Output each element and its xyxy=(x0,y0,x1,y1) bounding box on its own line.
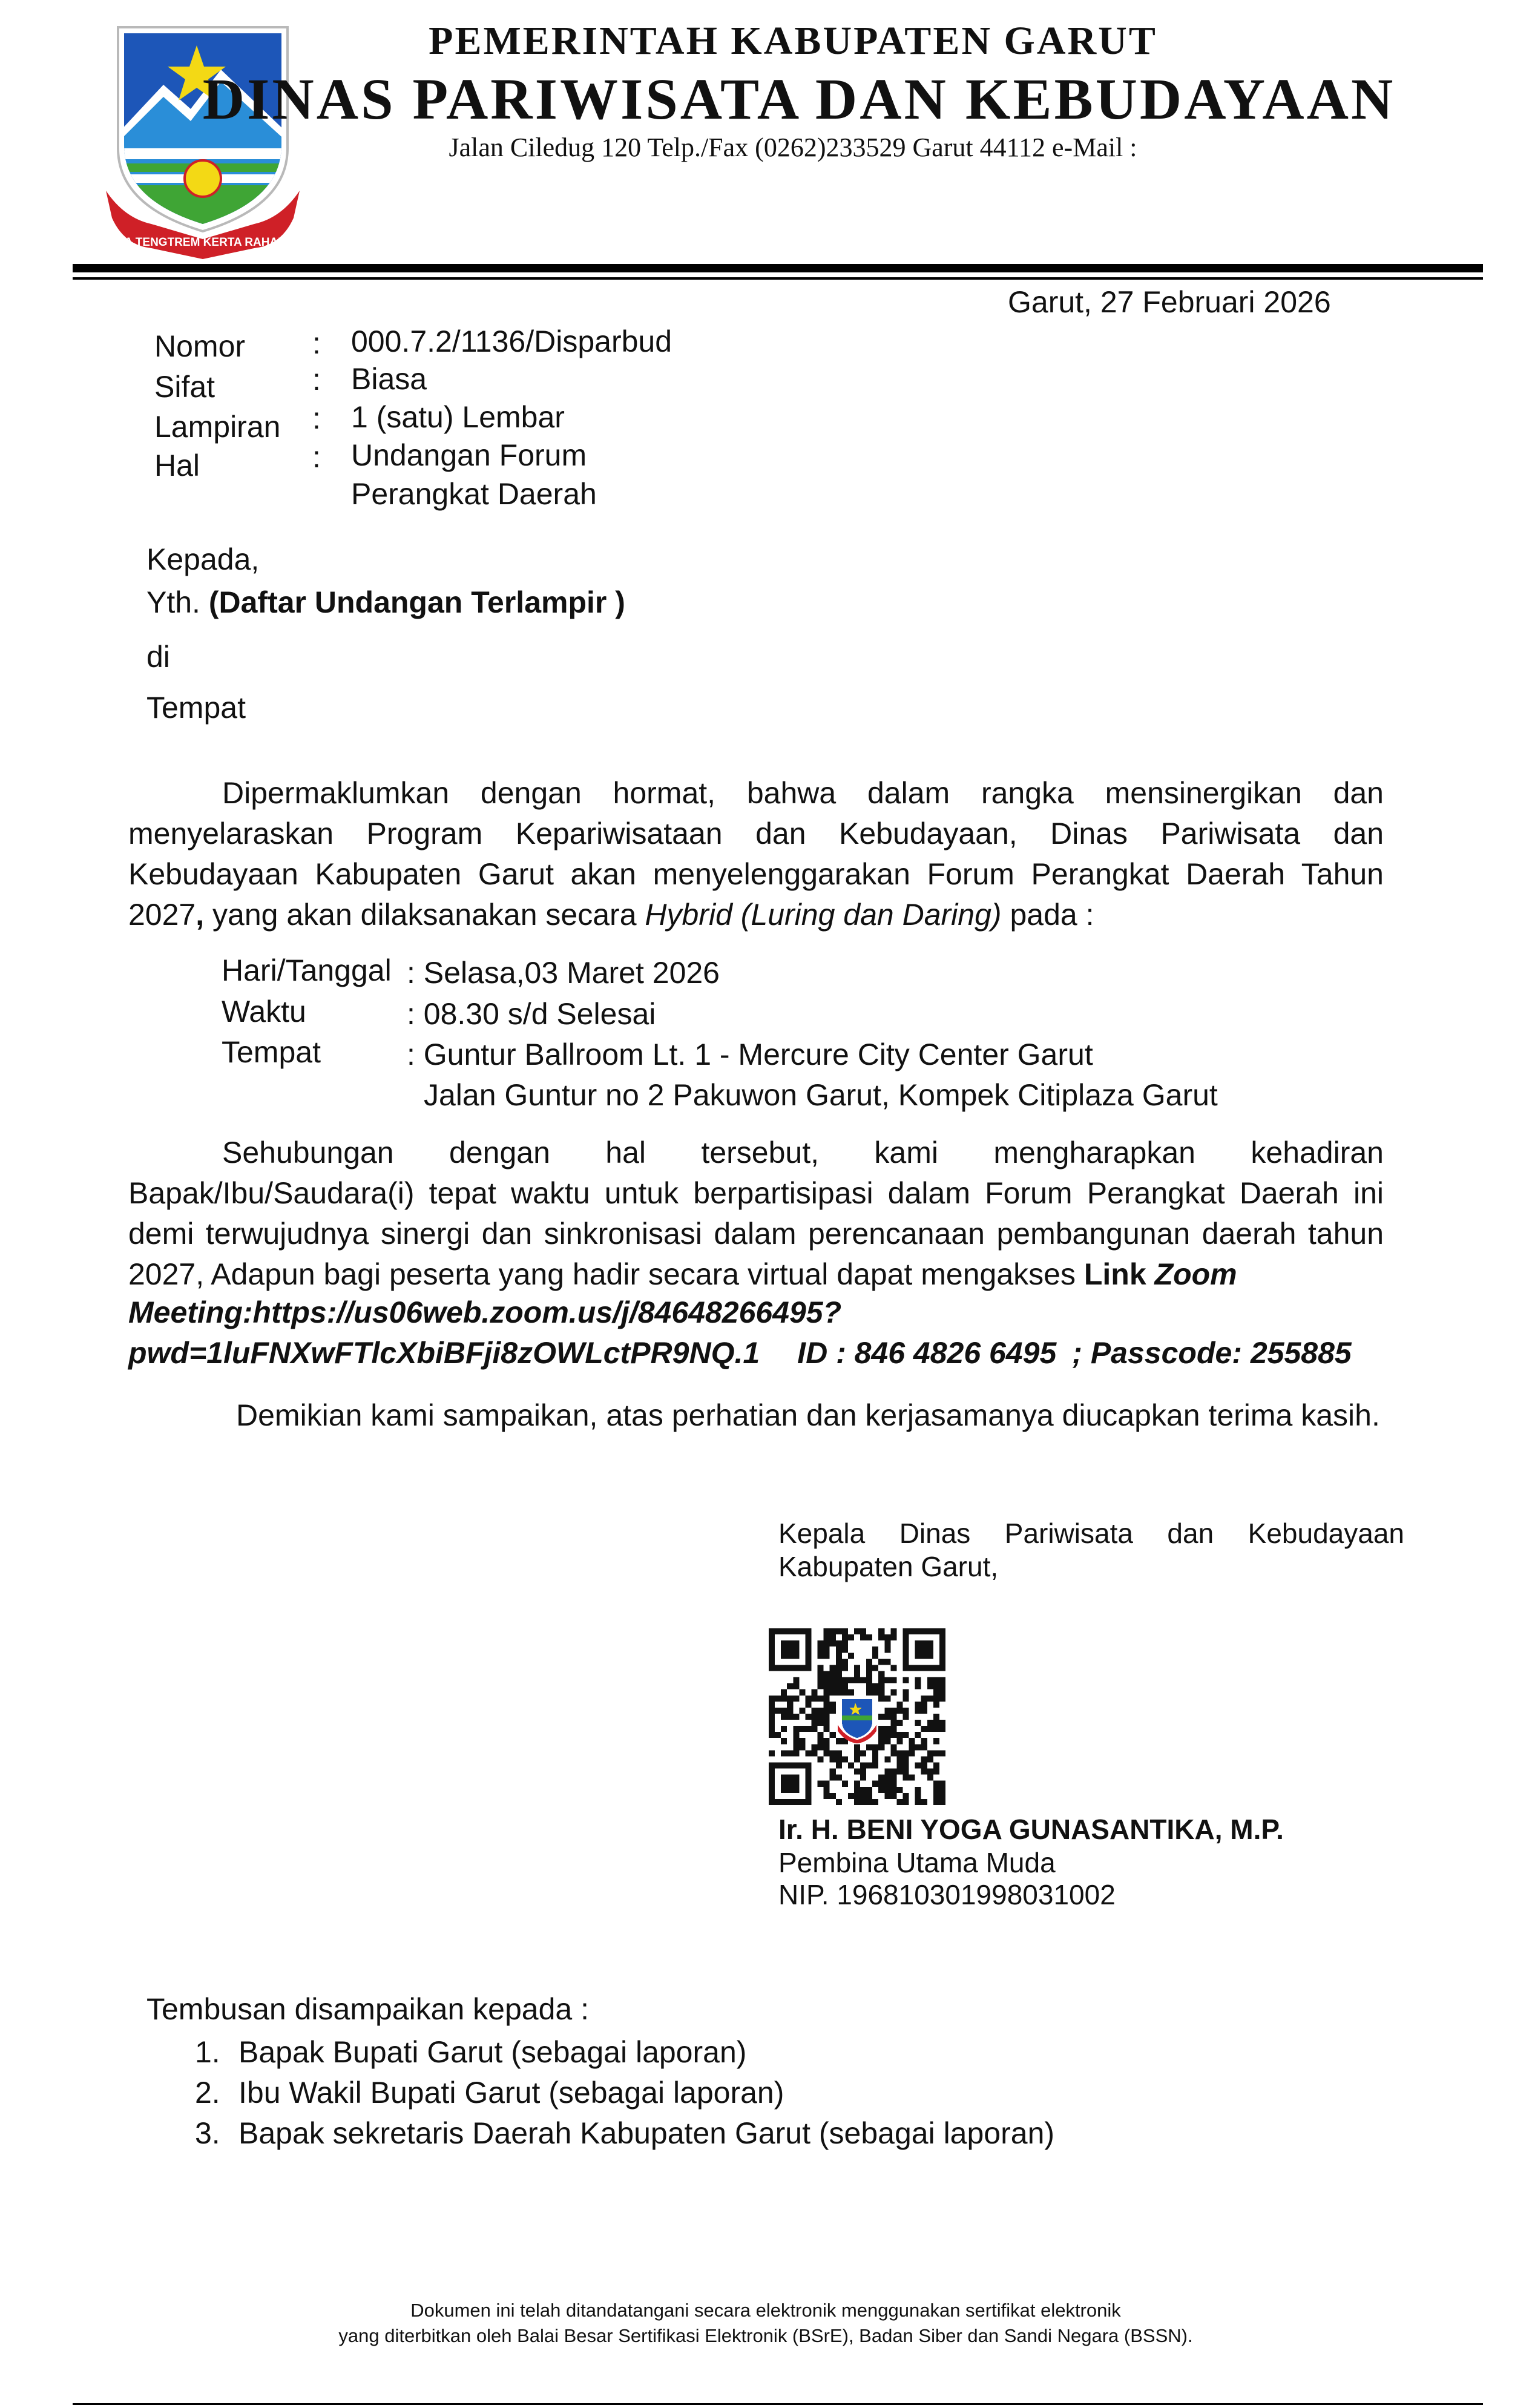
meta-value-hal-line1: Undangan Forum xyxy=(351,438,587,472)
cc-item-text: Ibu Wakil Bupati Garut (sebagai laporan) xyxy=(238,2076,784,2110)
letterhead-address: Jalan Ciledug 120 Telp./Fax (0262)233529 Garut 44112 e-Mail : xyxy=(449,133,1137,162)
signature-title-line2: Kabupaten Garut, xyxy=(778,1551,999,1582)
event-value-place-address: Jalan Guntur no 2 Pakuwon Garut, Kompek Citiplaza Garut xyxy=(424,1078,1218,1112)
address-tempat: Tempat xyxy=(146,691,246,725)
cc-item-number: 3. xyxy=(195,2116,220,2150)
footer-note-line1: Dokumen ini telah ditandatangani secara elektronik menggunakan sertifikat elektronik xyxy=(410,2300,1121,2321)
address-di: di xyxy=(146,640,170,674)
address-kepada: Kepada, xyxy=(146,542,260,576)
letterhead-government: PEMERINTAH KABUPATEN GARUT xyxy=(429,19,1157,63)
event-value-date: : Selasa,03 Maret 2026 xyxy=(407,956,720,990)
event-value-time: : 08.30 s/d Selesai xyxy=(407,997,656,1031)
meta-colon: : xyxy=(312,326,321,360)
meta-value-sifat: Biasa xyxy=(351,362,427,396)
logo-motto: TATA TENGTREM KERTA RAHARJA xyxy=(104,236,301,249)
cc-item xyxy=(146,2032,1054,2073)
signature-title-line1: Kepala Dinas Pariwisata dan Kebudayaan xyxy=(778,1518,1404,1549)
meta-label-hal: Hal xyxy=(154,449,200,482)
bottom-rule xyxy=(73,2403,1483,2405)
footer-note-line2: yang diterbitkan oleh Balai Besar Sertifikasi Elektronik (BSrE), Badan Siber dan Sandi Negara (BSSN). xyxy=(338,2325,1193,2346)
para3-text: Demikian kami sampaikan, atas perhatian dan kerjasamanya diucapkan terima kasih. xyxy=(236,1398,1380,1432)
meta-colon: : xyxy=(312,440,321,474)
cc-item xyxy=(146,2113,1054,2154)
signatory-rank: Pembina Utama Muda xyxy=(778,1847,1056,1878)
cc-item-text: Bapak sekretaris Daerah Kabupaten Garut (sebagai laporan) xyxy=(238,2116,1055,2150)
meta-value-lampiran: 1 (satu) Lembar xyxy=(351,400,565,434)
signatory-nip: NIP. 196810301998031002 xyxy=(778,1879,1116,1910)
event-label-date: Hari/Tanggal xyxy=(222,953,392,987)
signatory-name: Ir. H. BENI YOGA GUNASANTIKA, M.P. xyxy=(778,1814,1284,1845)
para1-text-b: yang akan dilaksanakan secara xyxy=(204,898,645,932)
e-signature-qr-code xyxy=(769,1628,945,1805)
cc-list xyxy=(146,2032,1054,2154)
zoom-meeting-url-1[interactable]: Meeting:https://us06web.zoom.us/j/84648266495? xyxy=(128,1295,842,1329)
letterhead-rule-thick xyxy=(73,264,1483,272)
event-label-place: Tempat xyxy=(222,1035,321,1069)
para1-text: Dipermaklumkan dengan hormat, bahwa dalam rangka mensinergikan dan menyelaraskan Program Kepariwisataan dan Kebudayaan, Dinas Pariwisata dan Kebudayaan Kabupaten Garut akan menyelenggarakan Forum Perangkat Daerah Tahun 2027 xyxy=(128,776,1384,932)
zoom-link-zoom: Zoom xyxy=(1154,1257,1237,1291)
zoom-meeting-url-2[interactable]: pwd=1luFNXwFTlcXbiBFji8zOWLctPR9NQ.1 xyxy=(128,1336,760,1370)
event-value-place: : Guntur Ballroom Lt. 1 - Mercure City Center Garut xyxy=(407,1038,1093,1071)
zoom-meeting-details xyxy=(128,1335,1352,1370)
para1-text-c: pada : xyxy=(1001,898,1094,932)
address-recipient xyxy=(146,585,625,620)
meta-label-sifat: Sifat xyxy=(154,370,215,404)
body-paragraph-2 xyxy=(128,1133,1384,1295)
body-paragraph-3 xyxy=(128,1395,1384,1436)
cc-item xyxy=(146,2073,1054,2113)
meta-label-lampiran: Lampiran xyxy=(154,410,281,444)
letterhead-office: DINAS PARIWISATA DAN KEBUDAYAAN xyxy=(202,67,1396,131)
letter-date: Garut, 27 Februari 2026 xyxy=(1008,285,1331,319)
zoom-meeting-id: ID : 846 4826 6495 xyxy=(797,1336,1057,1370)
zoom-link-label: Link xyxy=(1083,1257,1146,1291)
meta-value-hal xyxy=(351,436,811,513)
para2-text: Sehubungan dengan hal tersebut, kami mengharapkan kehadiran Bapak/Ibu/Saudara(i) tepat waktu untuk berpartisipasi dalam Forum Perangkat Daerah ini demi terwujudnya sinergi dan sinkronisasi dalam perencanaan pembangunan daerah tahun 2027, Adapun bagi peserta yang hadir secara virtual dapat mengakses xyxy=(128,1136,1384,1291)
meta-value-hal-line2: Perangkat Daerah xyxy=(351,477,597,511)
meta-label-nomor: Nomor xyxy=(154,329,246,363)
letterhead-rule-thin xyxy=(73,277,1483,280)
address-recipient-name: (Daftar Undangan Terlampir ) xyxy=(208,585,625,619)
para1-hybrid: Hybrid (Luring dan Daring) xyxy=(645,898,1002,932)
cc-item-text: Bapak Bupati Garut (sebagai laporan) xyxy=(238,2035,747,2069)
cc-heading: Tembusan disampaikan kepada : xyxy=(146,1992,590,2026)
body-paragraph-1 xyxy=(128,773,1384,935)
meta-colon: : xyxy=(312,363,321,396)
address-yth: Yth. xyxy=(146,585,200,619)
para1-comma: , xyxy=(196,898,205,932)
meta-value-nomor: 000.7.2/1136/Disparbud xyxy=(351,324,672,358)
zoom-passcode: ; Passcode: 255885 xyxy=(1072,1336,1352,1370)
event-label-time: Waktu xyxy=(222,995,306,1028)
meta-colon: : xyxy=(312,401,321,435)
cc-item-number: 1. xyxy=(195,2035,220,2069)
cc-item-number: 2. xyxy=(195,2076,220,2110)
